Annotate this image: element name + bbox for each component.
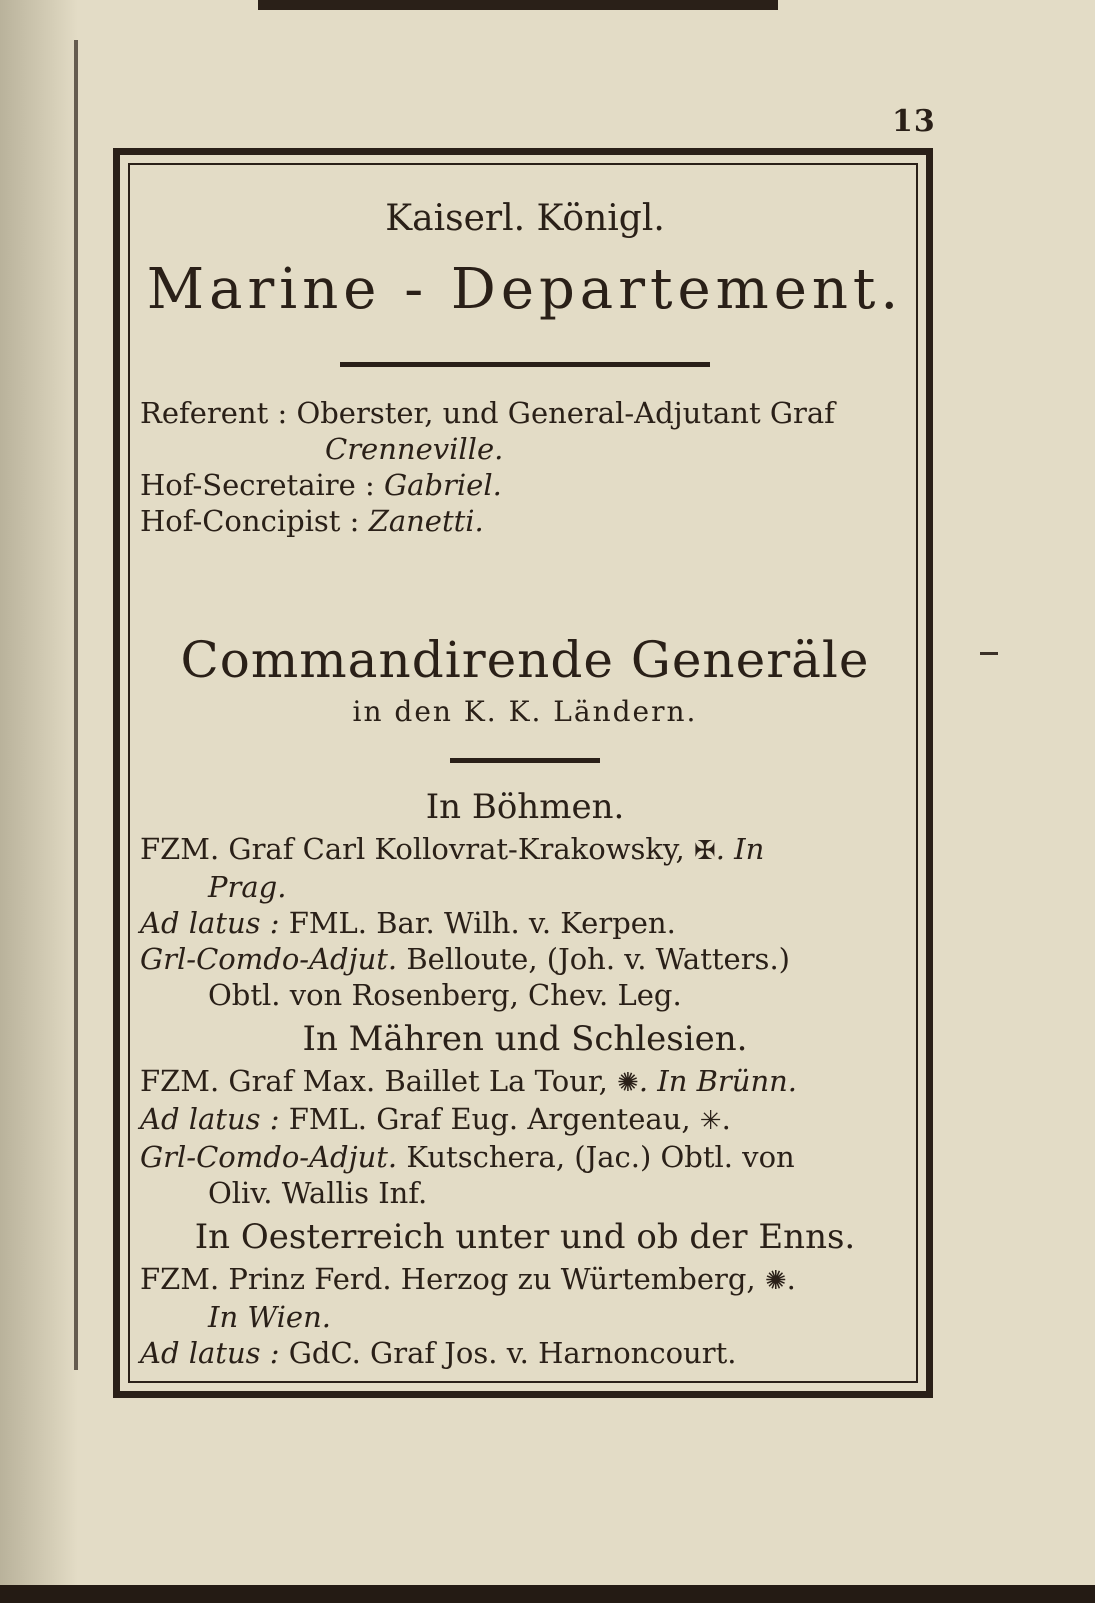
order-star-icon: ✺ <box>617 1068 639 1098</box>
ad-latus-label: Ad latus : <box>140 1336 280 1370</box>
divider <box>450 758 600 763</box>
staff-continuation: Crenneville. <box>325 432 504 466</box>
page-title: Marine - Departement. <box>146 257 904 322</box>
page-content <box>140 190 910 1375</box>
page-number: 13 <box>892 104 936 139</box>
header-line: Kaiserl. Königl. <box>385 198 665 239</box>
section-title: Commandirende Generäle <box>180 631 870 689</box>
ad-latus-line <box>140 1335 910 1371</box>
ad-latus-label: Ad latus : <box>140 1102 280 1136</box>
region-heading: In Böhmen. <box>425 787 625 827</box>
region-block <box>140 1217 910 1371</box>
order-asterisk-icon: ✳ <box>699 1106 722 1136</box>
commander-line <box>140 831 910 869</box>
section-subtitle: in den K. K. Ländern. <box>352 695 698 728</box>
staff-role: Referent : <box>140 396 288 430</box>
bottom-edge <box>0 1585 1095 1603</box>
adjutant-label: Grl-Comdo-Adjut. <box>140 942 398 976</box>
commander-text: FZM. Graf Max. Baillet La Tour, <box>140 1064 608 1098</box>
staff-role: Hof-Secretaire : <box>140 468 375 502</box>
staff-entry <box>140 503 910 539</box>
region-heading: In Oesterreich unter und ob der Enns. <box>194 1217 856 1257</box>
location-continuation: Prag. <box>208 870 287 904</box>
adjutant-line <box>140 941 910 977</box>
location-text: . In <box>715 832 765 866</box>
adjutant-label: Grl-Comdo-Adjut. <box>140 1140 398 1174</box>
adjutant-line <box>140 1139 910 1175</box>
ad-latus-text: FML. Bar. Wilh. v. Kerpen. <box>288 906 676 940</box>
marine-staff <box>140 395 910 539</box>
adjutant-text: Belloute, (Joh. v. Watters.) <box>406 942 790 976</box>
order-star-icon: ✺ <box>764 1266 787 1296</box>
staff-name: Gabriel. <box>384 468 502 502</box>
staff-role: Hof-Concipist : <box>140 504 360 538</box>
page-gutter-shade <box>0 0 78 1603</box>
ad-latus-label: Ad latus : <box>140 906 280 940</box>
commander-line <box>140 1261 910 1299</box>
commander-text: FZM. Graf Carl Kollovrat-Krakowsky, <box>140 832 685 866</box>
order-cross-icon: ✠ <box>693 836 716 866</box>
top-edge <box>258 0 778 10</box>
staff-entry <box>140 467 910 503</box>
commander-text: FZM. Prinz Ferd. Herzog zu Würtemberg, <box>140 1262 756 1296</box>
divider <box>340 362 710 367</box>
adjutant-text: Kutschera, (Jac.) Obtl. von <box>406 1140 795 1174</box>
ornamental-border <box>140 573 910 603</box>
region-block <box>140 787 910 1013</box>
region-block <box>140 1019 910 1211</box>
staff-text: Oberster, und General-Adjutant Graf <box>296 396 835 430</box>
staff-entry <box>140 395 910 431</box>
ad-latus-line <box>140 1101 910 1139</box>
location-text: . In Brünn. <box>638 1064 798 1098</box>
adjutant-continuation: Obtl. von Rosenberg, Chev. Leg. <box>208 978 682 1012</box>
commander-line <box>140 1063 910 1101</box>
ad-latus-text: FML. Graf Eug. Argenteau, <box>288 1102 691 1136</box>
staff-name: Zanetti. <box>368 504 484 538</box>
punctuation: . <box>721 1102 731 1136</box>
ad-latus-text: GdC. Graf Jos. v. Harnoncourt. <box>288 1336 737 1370</box>
location-continuation: In Wien. <box>208 1300 331 1334</box>
margin-mark <box>980 652 998 655</box>
adjutant-continuation: Oliv. Wallis Inf. <box>208 1176 428 1210</box>
gutter-line <box>74 40 78 1370</box>
punctuation: . <box>786 1262 796 1296</box>
region-heading: In Mähren und Schlesien. <box>302 1019 748 1059</box>
ad-latus-line <box>140 905 910 941</box>
